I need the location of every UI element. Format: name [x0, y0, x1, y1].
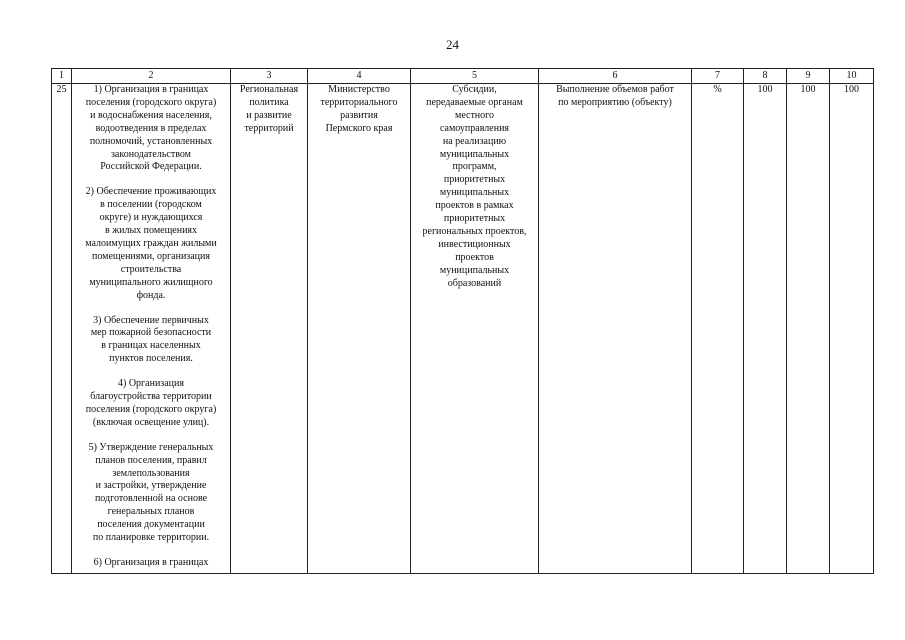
program-text: Региональная политика и развитие территорий	[239, 84, 299, 134]
unit-text: %	[713, 84, 722, 95]
header-cell: 7	[692, 69, 744, 84]
ministry-cell	[308, 84, 411, 574]
indicator-text: Выполнение объемов работ по мероприятию (объекту)	[556, 84, 674, 108]
header-cell: 5	[411, 69, 539, 84]
header-cell: 8	[744, 69, 787, 84]
measure-item-3: 3) Обеспечение первичных мер пожарной безопасности в границах населенных пунктов поселения.	[90, 314, 212, 365]
value-text: 100	[800, 84, 816, 95]
value-cell	[830, 84, 874, 574]
value-text: 100	[844, 84, 859, 95]
subsidy-text: Субсидии, передаваемые органам местного самоуправления на реализацию муниципальных программ, приоритетных муниципальных проектов в рамках приоритетных региональных проектов, инвестиционных проектов муниципальных образований	[422, 84, 527, 289]
measure-item-4: 4) Организация благоустройства территории поселения (городского округа) (включая освещение улиц).	[85, 378, 217, 428]
ministry-text: Министерство территориального развития Пермского края	[320, 84, 398, 134]
page-number: 24	[446, 37, 459, 52]
subsidy-cell	[411, 84, 539, 574]
program-cell	[231, 84, 308, 574]
table-header-row	[52, 69, 874, 84]
measure-item-2: 2) Обеспечение проживающих в поселении (городском округе) и нуждающихся в жилых помещениях малоимущих граждан жилыми помещениями, организация строительства муниципального жилищного фонда.	[85, 186, 217, 301]
header-cell: 9	[787, 69, 830, 84]
indicator-cell	[539, 84, 692, 574]
measure-description-cell	[72, 84, 231, 574]
value-cell	[744, 84, 787, 574]
header-cell: 4	[308, 69, 411, 84]
row-number: 25	[56, 84, 67, 95]
table-row	[52, 84, 874, 574]
measure-item-1: 1) Организация в границах поселения (городского округа) и водоснабжения населения, водоотведения в пределах полномочий, установленных законодательством Российской Федерации.	[85, 84, 217, 173]
row-number-cell	[52, 84, 72, 574]
value-cell	[787, 84, 830, 574]
header-cell: 3	[231, 69, 308, 84]
measure-item-5: 5) Утверждение генеральных планов поселения, правил землепользования и застройки, утверждение подготовленной на основе генеральных планов поселения документации по планировке территории.	[88, 441, 214, 544]
measures-table	[51, 68, 874, 574]
header-cell: 1	[52, 69, 72, 84]
header-cell: 2	[72, 69, 231, 84]
measure-item-6: 6) Организация в границах	[93, 557, 209, 568]
value-text: 100	[757, 84, 773, 95]
header-cell: 10	[830, 69, 874, 84]
header-cell: 6	[539, 69, 692, 84]
unit-cell	[692, 84, 744, 574]
